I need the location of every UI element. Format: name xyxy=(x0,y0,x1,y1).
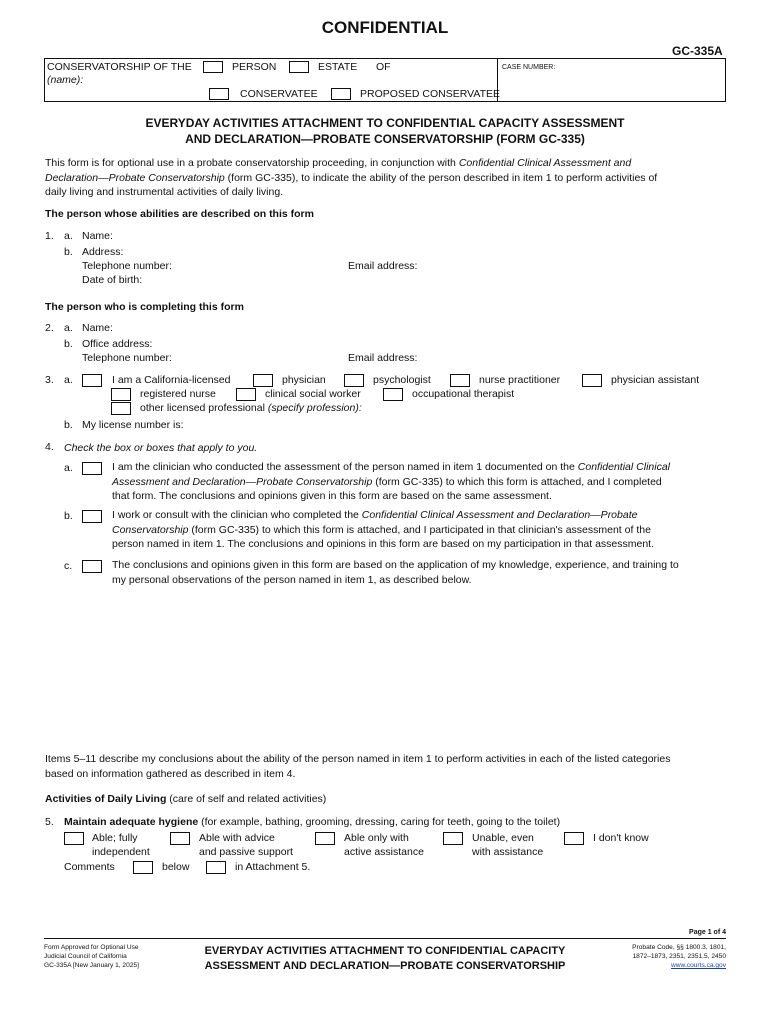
footer-title-line1: EVERYDAY ACTIVITIES ATTACHMENT TO CONFIDENTIAL CAPACITY xyxy=(204,945,566,957)
footer-left-line3: GC-335A [New January 1, 2025] xyxy=(44,962,139,969)
nurse-practitioner-label: nurse practitioner xyxy=(479,374,561,386)
occupational-therapist-checkbox[interactable] xyxy=(383,388,403,401)
clinical-social-worker-label: clinical social worker xyxy=(265,388,361,400)
item4b-text-1a: I work or consult with the clinician who completed the xyxy=(112,509,362,521)
item1-telephone-label: Telephone number: xyxy=(82,260,172,272)
item5-number: 5. xyxy=(45,816,54,828)
proposed-conservatee-checkbox[interactable] xyxy=(331,88,351,100)
item3a-letter: a. xyxy=(64,374,73,386)
clinical-social-worker-checkbox[interactable] xyxy=(236,388,256,401)
person-checkbox[interactable] xyxy=(203,61,223,73)
form-number: GC-335A xyxy=(672,44,723,58)
item4a-text-1b: Confidential Clinical xyxy=(577,461,670,473)
footer-right xyxy=(600,943,726,970)
other-professional-spec: (specify profession): xyxy=(267,402,362,414)
adl-heading-text: Activities of Daily Living xyxy=(45,793,167,805)
footer-title xyxy=(170,944,600,974)
item4a-text-2b: (form GC-335) to which this form is attached, and I completed xyxy=(372,475,662,488)
comments-label: Comments xyxy=(64,861,115,873)
occupational-therapist-label: occupational therapist xyxy=(412,388,515,400)
passive-support-label: and passive support xyxy=(199,846,293,858)
other-professional-checkbox[interactable] xyxy=(111,402,131,415)
licensed-label: I am a California-licensed xyxy=(112,374,231,386)
item4b-text-2b: (form GC-335) to which this form is attached, and I participated in that clinician's assessment of the xyxy=(188,523,651,536)
footer-right-line2: 1872–1873, 2351, 2351.5, 2450 xyxy=(632,953,726,960)
item1-address-label: Address: xyxy=(82,246,124,258)
license-number-label: My license number is: xyxy=(82,419,184,431)
comments-below-checkbox[interactable] xyxy=(133,861,153,874)
independent-label: independent xyxy=(92,846,150,858)
footer-right-line1: Probate Code, §§ 1800.3, 1801, xyxy=(632,944,726,951)
item3-number: 3. xyxy=(45,374,54,386)
intro-paragraph xyxy=(45,156,745,200)
item5-heading xyxy=(64,815,560,829)
footer-left xyxy=(44,943,139,970)
item1-dob-label: Date of birth: xyxy=(82,274,143,286)
able-only-with-checkbox[interactable] xyxy=(315,832,335,845)
section2-heading: The person who is completing this form xyxy=(45,301,244,313)
footer-left-line2: Judicial Council of California xyxy=(44,953,127,960)
item4c-text xyxy=(112,558,679,587)
section1-heading: The person whose abilities are described on this form xyxy=(45,208,314,220)
able-fully-label: Able; fully xyxy=(92,832,138,844)
unable-checkbox[interactable] xyxy=(443,832,463,845)
dont-know-checkbox[interactable] xyxy=(564,832,584,845)
item4b-text-1b: Confidential Clinical Assessment and Declaration—Probate xyxy=(361,509,638,521)
item2-name-label: Name: xyxy=(82,322,113,334)
of-label: OF xyxy=(376,61,391,73)
page-number: Page 1 of 4 xyxy=(689,929,726,936)
item4-description-area[interactable] xyxy=(112,592,722,742)
nurse-practitioner-checkbox[interactable] xyxy=(450,374,470,387)
with-assistance-label: with assistance xyxy=(472,846,544,858)
active-assistance-label: active assistance xyxy=(344,846,424,858)
name-label: (name): xyxy=(47,74,84,86)
comments-attachment-checkbox[interactable] xyxy=(206,861,226,874)
adl-heading xyxy=(45,792,326,806)
physician-assistant-checkbox[interactable] xyxy=(582,374,602,387)
psychologist-label: psychologist xyxy=(373,374,431,386)
intro-text-d: (form GC-335), to indicate the ability of the person described in item 1 to perform activities of xyxy=(224,171,658,184)
courts-website-link[interactable]: www.courts.ca.gov xyxy=(671,962,726,969)
dont-know-label: I don't know xyxy=(593,832,649,844)
physician-assistant-label: physician assistant xyxy=(611,374,700,386)
items5to11-line2: based on information gathered as described in item 4. xyxy=(45,767,296,780)
intro-text-c: Declaration—Probate Conservatorship xyxy=(45,171,225,184)
unable-label: Unable, even xyxy=(472,832,534,844)
item2b-letter: b. xyxy=(64,338,73,350)
person-label: PERSON xyxy=(232,61,277,73)
item5-heading-desc: (for example, bathing, grooming, dressing, caring for teeth, going to the toilet) xyxy=(198,816,561,828)
conservatee-label: CONSERVATEE xyxy=(240,88,318,100)
physician-checkbox[interactable] xyxy=(253,374,273,387)
other-professional-label xyxy=(140,401,362,415)
item2-telephone-label: Telephone number: xyxy=(82,352,172,364)
item2-email-label: Email address: xyxy=(348,352,418,364)
conservatee-checkbox[interactable] xyxy=(209,88,229,100)
item4c-text-1: The conclusions and opinions given in this form are based on the application of my knowledge, experience, and training to xyxy=(112,559,679,571)
footer-left-line1: Form Approved for Optional Use xyxy=(44,944,139,951)
item4b-checkbox[interactable] xyxy=(82,510,102,523)
item4b-text xyxy=(112,508,654,552)
able-only-with-label: Able only with xyxy=(344,832,409,844)
item3b-letter: b. xyxy=(64,419,73,431)
item1a-letter: a. xyxy=(64,230,73,242)
footer-rule xyxy=(44,938,726,939)
estate-label: ESTATE xyxy=(318,61,358,73)
items5to11-line1: Items 5–11 describe my conclusions about the ability of the person named in item 1 to perform activities in each of the listed categories xyxy=(45,753,671,765)
proposed-conservatee-label: PROPOSED CONSERVATEE xyxy=(360,88,501,100)
psychologist-checkbox[interactable] xyxy=(344,374,364,387)
footer-title-line2: ASSESSMENT AND DECLARATION—PROBATE CONSERVATORSHIP xyxy=(204,960,566,972)
estate-checkbox[interactable] xyxy=(289,61,309,73)
able-fully-independent-checkbox[interactable] xyxy=(64,832,84,845)
item5-heading-text: Maintain adequate hygiene xyxy=(64,816,199,828)
physician-label: physician xyxy=(282,374,326,386)
licensed-checkbox[interactable] xyxy=(82,374,102,387)
items5to11-note xyxy=(45,752,670,781)
intro-text-b: Confidential Clinical Assessment and xyxy=(458,157,632,169)
other-professional-text: other licensed professional xyxy=(140,402,268,414)
item4-instruction: Check the box or boxes that apply to you. xyxy=(64,442,258,454)
item1-name-label: Name: xyxy=(82,230,113,242)
item4c-text-2: my personal observations of the person named in item 1, as described below. xyxy=(112,573,472,586)
item4b-letter: b. xyxy=(64,510,73,522)
below-label: below xyxy=(162,861,190,873)
confidential-heading: CONFIDENTIAL xyxy=(321,18,449,37)
item1-email-label: Email address: xyxy=(348,260,418,272)
item2-number: 2. xyxy=(45,322,54,334)
intro-text-a: This form is for optional use in a probate conservatorship proceeding, in conjunction with xyxy=(45,157,459,169)
registered-nurse-label: registered nurse xyxy=(140,388,216,400)
item1-number: 1. xyxy=(45,230,54,242)
case-number-label: CASE NUMBER: xyxy=(502,64,556,71)
item4c-checkbox[interactable] xyxy=(82,560,102,573)
item4a-letter: a. xyxy=(64,462,73,474)
item2-office-label: Office address: xyxy=(82,338,153,350)
case-number-field[interactable] xyxy=(500,74,722,98)
item4c-letter: c. xyxy=(64,560,73,572)
form-title-line2: AND DECLARATION—PROBATE CONSERVATORSHIP (FORM GC-335) xyxy=(185,132,585,146)
item2a-letter: a. xyxy=(64,322,73,334)
able-with-advice-checkbox[interactable] xyxy=(170,832,190,845)
attachment-label: in Attachment 5. xyxy=(235,861,311,873)
item4a-text-1a: I am the clinician who conducted the assessment of the person named in item 1 documented on the xyxy=(112,461,578,473)
form-title xyxy=(0,115,770,147)
item4b-text-3: person named in item 1. The conclusions and opinions in this form are based on my participation in that assessment. xyxy=(112,538,655,550)
registered-nurse-checkbox[interactable] xyxy=(111,388,131,401)
item4a-text-3: that form. The conclusions and opinions given in this form are based on the same assessment. xyxy=(112,490,552,502)
item4a-text-2a: Assessment and Declaration—Probate Conservatorship xyxy=(112,475,373,488)
conservatorship-label: CONSERVATORSHIP OF THE xyxy=(47,61,192,73)
form-title-line1: EVERYDAY ACTIVITIES ATTACHMENT TO CONFIDENTIAL CAPACITY ASSESSMENT xyxy=(145,116,625,130)
adl-heading-sub: (care of self and related activities) xyxy=(166,793,327,805)
intro-text-e: daily living and instrumental activities of daily living. xyxy=(45,186,284,198)
item4b-text-2a: Conservatorship xyxy=(112,523,189,536)
item4a-text xyxy=(112,460,670,504)
item1b-letter: b. xyxy=(64,246,73,258)
item4a-checkbox[interactable] xyxy=(82,462,102,475)
item4-number: 4. xyxy=(45,441,54,453)
able-with-advice-label: Able with advice xyxy=(199,832,275,844)
